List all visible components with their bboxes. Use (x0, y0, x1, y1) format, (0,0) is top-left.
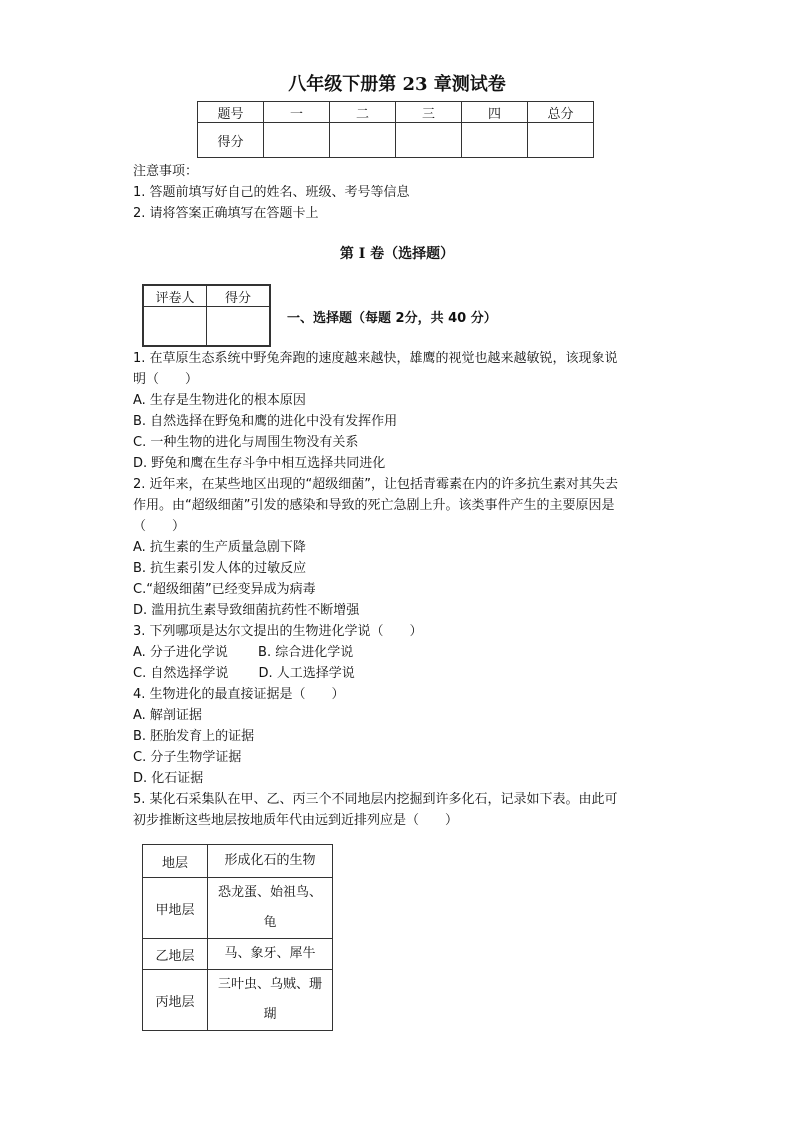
question-option: B. 抗生素引发人体的过敏反应 (133, 561, 307, 576)
question-stem: 1. 在草原生态系统中野兔奔跑的速度越来越快，雄鹰的视觉也越来越敏锐，该现象说 (133, 351, 618, 366)
fossil-row (143, 939, 333, 970)
question-option: C. 一种生物的进化与周围生物没有关系 (133, 435, 359, 450)
score-header-cell: 二 (330, 102, 396, 123)
question-stem: 4. 生物进化的最直接证据是（ ） (133, 687, 345, 702)
fossil-organisms: 马、象牙、犀牛 (208, 939, 333, 970)
fossil-organisms: 恐龙蛋、始祖鸟、龟 (208, 878, 333, 939)
question-stem: 作用。由“超级细菌”引发的感染和导致的死亡急剧上升。该类事件产生的主要原因是 (133, 498, 615, 513)
score-header-cell: 总分 (528, 102, 594, 123)
fossil-layer: 甲地层 (143, 878, 208, 939)
score-cell (528, 123, 594, 158)
question-stem: 明（ ） (133, 372, 199, 387)
fossil-layer: 乙地层 (143, 939, 208, 970)
question-option: A. 生存是生物进化的根本原因 (133, 393, 306, 408)
fossil-header-organisms: 形成化石的生物 (208, 845, 333, 878)
notes (133, 161, 410, 224)
question-stem: 初步推断这些地层按地质年代由远到近排列应是（ ） (133, 813, 459, 828)
score-table-header-row (198, 102, 594, 123)
exam-title: 八年级下册第 23 章测试卷 (288, 74, 506, 95)
question-option: D. 化石证据 (133, 771, 204, 786)
score-header-cell: 三 (396, 102, 462, 123)
fossil-header-layer: 地层 (143, 845, 208, 878)
question-option: B. 自然选择在野兔和鹰的进化中没有发挥作用 (133, 414, 398, 429)
grader-score-cell (207, 307, 271, 347)
question-option: D. 野兔和鹰在生存斗争中相互选择共同进化 (133, 456, 386, 471)
score-cell (396, 123, 462, 158)
part-heading: 一、选择题（每题 2分，共 40 分） (287, 311, 497, 326)
question-list (133, 348, 673, 831)
question-option: C. 分子生物学证据 (133, 750, 242, 765)
question-option: A. 抗生素的生产质量急剧下降 (133, 540, 306, 555)
fossil-layer: 丙地层 (143, 970, 208, 1031)
grader-label: 评卷人 (143, 285, 207, 307)
score-header-cell: 题号 (198, 102, 264, 123)
question-option: A. 解剖证据 (133, 708, 202, 723)
score-cell (330, 123, 396, 158)
question-option: A. 分子进化学说 B. 综合进化学说 (133, 645, 354, 660)
score-cell (264, 123, 330, 158)
notes-heading: 注意事项： (133, 164, 199, 179)
score-table (197, 101, 594, 158)
question-stem: （ ） (133, 519, 186, 534)
question-stem: 3. 下列哪项是达尔文提出的生物进化学说（ ） (133, 624, 423, 639)
question-stem: 5. 某化石采集队在甲、乙、丙三个不同地层内挖掘到许多化石，记录如下表。由此可 (133, 792, 618, 807)
score-table-score-row (198, 123, 594, 158)
grader-table (142, 284, 271, 347)
notes-item: 2. 请将答案正确填写在答题卡上 (133, 206, 319, 221)
score-header-cell: 四 (462, 102, 528, 123)
question-option: C.“超级细菌”已经变异成为病毒 (133, 582, 316, 597)
grader-cell (143, 307, 207, 347)
fossil-row (143, 878, 333, 939)
fossil-table-header (143, 845, 333, 878)
notes-item: 1. 答题前填写好自己的姓名、班级、考号等信息 (133, 185, 410, 200)
question-option: C. 自然选择学说 D. 人工选择学说 (133, 666, 355, 681)
fossil-row (143, 970, 333, 1031)
fossil-organisms: 三叶虫、乌贼、珊瑚 (208, 970, 333, 1031)
score-cell (462, 123, 528, 158)
score-header-cell: 一 (264, 102, 330, 123)
fossil-table (142, 844, 333, 1031)
score-row-label: 得分 (198, 123, 264, 158)
question-option: D. 滥用抗生素导致细菌抗药性不断增强 (133, 603, 360, 618)
question-option: B. 胚胎发育上的证据 (133, 729, 255, 744)
question-stem: 2. 近年来，在某些地区出现的“超级细菌”，让包括青霉素在内的许多抗生素对其失去 (133, 477, 619, 492)
section-title: 第 I 卷（选择题） (339, 246, 455, 262)
grader-score-label: 得分 (207, 285, 271, 307)
